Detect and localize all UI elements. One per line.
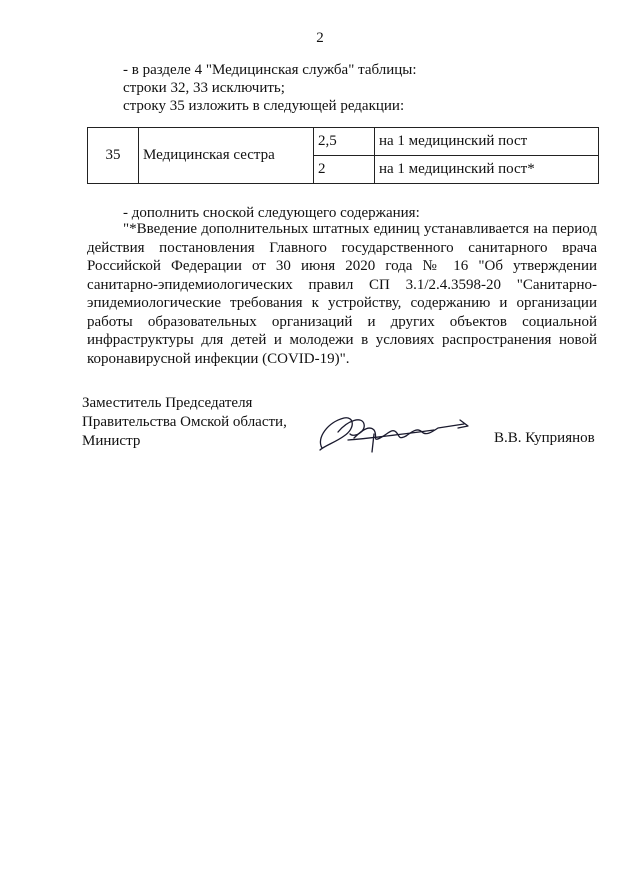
footnote-intro: - дополнить сноской следующего содержания: [123, 205, 420, 221]
amendment-exclude-rows-line: строки 32, 33 исключить; [123, 80, 285, 96]
footnote-text: "*Введение дополнительных штатных единиц устанавливается на период действия постановления Главного государственного санитарного врача Российской Федерации от 30 июня 2020 года № 16 "Об утверждении санитарно-эпидемиологических правил СП 3.1/2.4.3598-20 "Санитарно-эпидемиологические требования к устройству, содержанию и организации работы образовательных организаций и других объектов социальной инфраструктуры для детей и молодежи в условиях распространения новой коронавирусной инфекции (COVID-19)". [87, 221, 597, 367]
handwritten-signature [314, 408, 474, 456]
table-row [88, 128, 599, 156]
quantity-cell: 2,5 [314, 128, 375, 156]
amendment-section-line: - в разделе 4 "Медицинская служба" таблицы: [123, 62, 417, 78]
signatory-position [82, 394, 287, 451]
amendment-restate-row-line: строку 35 изложить в следующей редакции: [123, 98, 405, 114]
signatory-position-line: Правительства Омской области, [82, 414, 287, 430]
position-title-cell: Медицинская сестра [139, 128, 314, 184]
amendment-table [87, 127, 599, 184]
unit-cell: на 1 медицинский пост* [375, 156, 599, 184]
signer-name: В.В. Куприянов [494, 430, 595, 446]
signatory-position-line: Министр [82, 433, 141, 449]
row-number-cell: 35 [88, 128, 139, 184]
unit-cell: на 1 медицинский пост [375, 128, 599, 156]
signatory-position-line: Заместитель Председателя [82, 395, 253, 411]
page-number: 2 [316, 30, 324, 46]
quantity-cell: 2 [314, 156, 375, 184]
